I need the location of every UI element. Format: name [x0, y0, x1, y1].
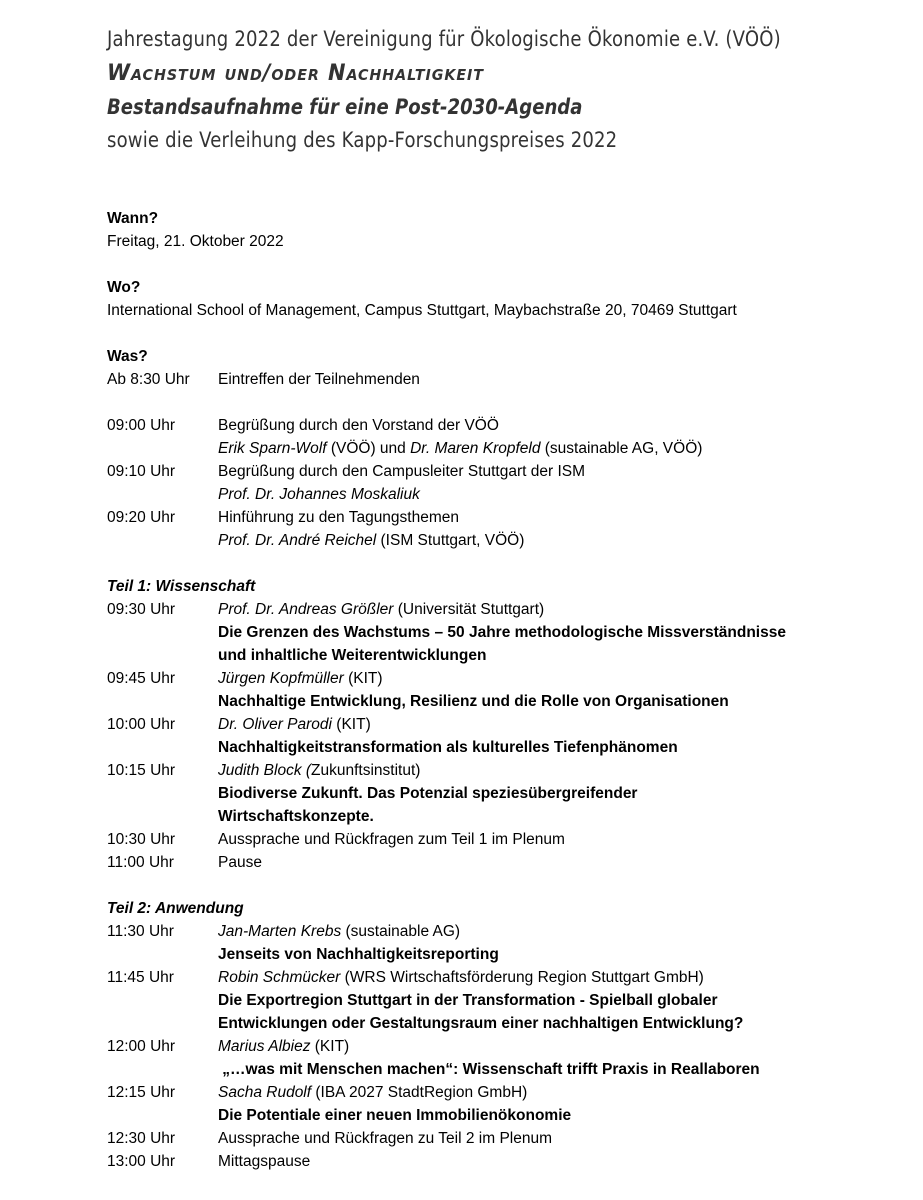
schedule-time: 11:30 Uhr	[107, 923, 174, 940]
section-heading-teil1: Teil 1: Wissenschaft	[107, 578, 256, 595]
section-heading-teil2: Teil 2: Anwendung	[107, 900, 244, 917]
subtitle: Bestandsaufnahme für eine Post-2030-Agenda	[107, 95, 583, 119]
wo-label: Wo?	[107, 279, 141, 296]
speaker-name: Sacha Rudolf	[218, 1084, 312, 1101]
talk-title: Die Exportregion Stuttgart in der Transformation - Spielball globaler	[218, 992, 718, 1009]
schedule-time: 09:45 Uhr	[107, 670, 176, 687]
talk-title: Nachhaltigkeitstransformation als kulturelles Tiefenphänomen	[218, 739, 678, 756]
schedule-text: Begrüßung durch den Campusleiter Stuttgart der ISM	[218, 463, 586, 480]
talk-title: Jenseits von Nachhaltigkeitsreporting	[218, 946, 499, 963]
schedule-time: 09:30 Uhr	[107, 601, 176, 618]
wann-label: Wann?	[107, 210, 159, 227]
schedule-time: 10:30 Uhr	[107, 831, 176, 848]
speaker-name: Dr. Oliver Parodi	[218, 716, 332, 733]
speaker-affiliation: (WRS Wirtschaftsförderung Region Stuttgart GmbH)	[340, 969, 704, 986]
schedule-time: 12:15 Uhr	[107, 1084, 176, 1101]
schedule-text: Hinführung zu den Tagungsthemen	[218, 509, 459, 526]
speaker-name: Marius Albiez	[218, 1038, 311, 1055]
speaker-affiliation: (KIT)	[331, 716, 371, 733]
talk-title: Biodiverse Zukunft. Das Potenzial speziesübergreifender	[218, 785, 638, 802]
main-theme-title: Wachstum und/oder Nachhaltigkeit	[107, 61, 484, 86]
speaker-affiliation: (IBA 2027 StadtRegion GmbH)	[311, 1084, 528, 1101]
talk-title: Entwicklungen oder Gestaltungsraum einer nachhaltigen Entwicklung?	[218, 1015, 744, 1032]
speaker-affiliation: (sustainable AG)	[341, 923, 461, 940]
wo-value: International School of Management, Campus Stuttgart, Maybachstraße 20, 70469 Stuttgart	[107, 302, 737, 319]
schedule-time: 13:00 Uhr	[107, 1153, 176, 1170]
schedule-time: 10:15 Uhr	[107, 762, 176, 779]
schedule-text: Mittagspause	[218, 1153, 311, 1170]
schedule-text: Begrüßung durch den Vorstand der VÖÖ	[218, 417, 499, 434]
speaker-affiliation: (ISM Stuttgart, VÖÖ)	[376, 532, 525, 549]
schedule-time: 09:00 Uhr	[107, 417, 176, 434]
schedule-text: Pause	[218, 854, 262, 871]
was-label: Was?	[107, 348, 148, 365]
talk-title: „…was mit Menschen machen“: Wissenschaft trifft Praxis in Reallaboren	[218, 1061, 760, 1078]
schedule-time: 12:30 Uhr	[107, 1130, 176, 1147]
speaker-affiliation: (VÖÖ) und	[326, 440, 411, 457]
schedule-time: 09:20 Uhr	[107, 509, 176, 526]
speaker-name: Prof. Dr. Andreas Größler	[218, 601, 394, 618]
talk-title: Die Grenzen des Wachstums – 50 Jahre methodologische Missverständnisse	[218, 624, 786, 641]
speaker-name: Jürgen Kopfmüller	[218, 670, 344, 687]
speaker-name: Prof. Dr. Johannes Moskaliuk	[218, 486, 420, 503]
speaker-name: Dr. Maren Kropfeld	[410, 440, 541, 457]
talk-title: Nachhaltige Entwicklung, Resilienz und die Rolle von Organisationen	[218, 693, 729, 710]
schedule-time: 09:10 Uhr	[107, 463, 176, 480]
schedule-text: Eintreffen der Teilnehmenden	[218, 371, 420, 388]
schedule-text: Aussprache und Rückfragen zu Teil 2 im Plenum	[218, 1130, 552, 1147]
speaker-affiliation: (KIT)	[310, 1038, 350, 1055]
schedule-time: 11:45 Uhr	[107, 969, 174, 986]
schedule-time: 12:00 Uhr	[107, 1038, 176, 1055]
talk-title: und inhaltliche Weiterentwicklungen	[218, 647, 487, 664]
award-line: sowie die Verleihung des Kapp-Forschungspreises 2022	[107, 128, 618, 152]
schedule-time: Ab 8:30 Uhr	[107, 371, 190, 388]
speaker-name: Prof. Dr. André Reichel	[218, 532, 377, 549]
talk-title: Die Potentiale einer neuen Immobilienökonomie	[218, 1107, 572, 1124]
schedule-time: 10:00 Uhr	[107, 716, 176, 733]
wann-value: Freitag, 21. Oktober 2022	[107, 233, 284, 250]
speaker-affiliation: (KIT)	[343, 670, 383, 687]
speaker-name: Erik Sparn-Wolf	[218, 440, 327, 457]
speaker-name: Robin Schmücker	[218, 969, 341, 986]
document-header	[107, 26, 887, 154]
conference-title: Jahrestagung 2022 der Vereinigung für Ökologische Ökonomie e.V. (VÖÖ)	[107, 27, 781, 51]
schedule-text: Aussprache und Rückfragen zum Teil 1 im Plenum	[218, 831, 565, 848]
speaker-name: Judith Block (	[218, 762, 312, 779]
speaker-affiliation: Zukunftsinstitut)	[311, 762, 421, 779]
speaker-affiliation: (sustainable AG, VÖÖ)	[540, 440, 703, 457]
schedule-time: 11:00 Uhr	[107, 854, 174, 871]
speaker-affiliation: (Universität Stuttgart)	[393, 601, 545, 618]
speaker-name: Jan-Marten Krebs	[218, 923, 342, 940]
talk-title: Wirtschaftskonzepte.	[218, 808, 374, 825]
